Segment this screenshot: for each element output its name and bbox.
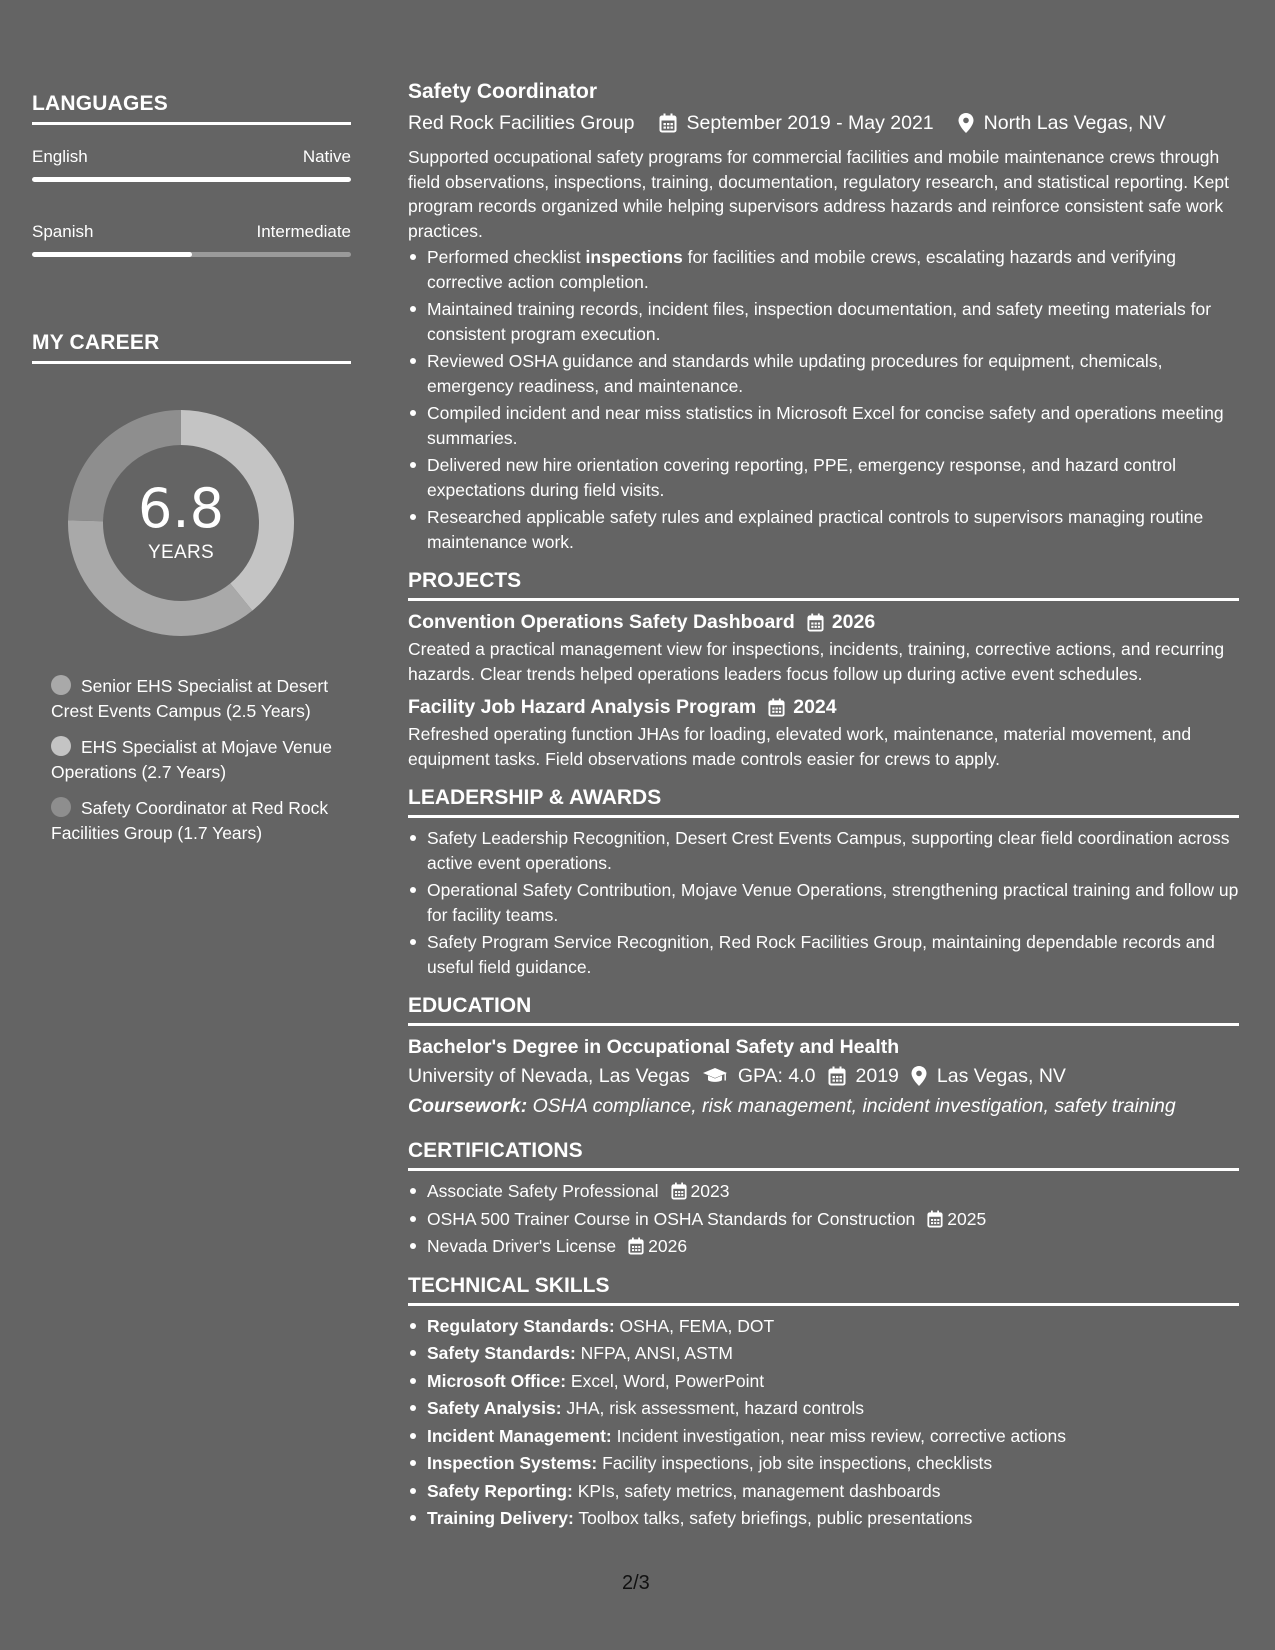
career-role-text: EHS Specialist at Mojave Venue Operations (2.7 Years): [51, 737, 332, 782]
skill-item: [408, 1479, 1239, 1504]
certification-name: OSHA 500 Trainer Course in OSHA Standards for Construction: [427, 1208, 916, 1229]
skills-list: [408, 1314, 1239, 1531]
skill-value: NFPA, ANSI, ASTM: [575, 1343, 734, 1363]
job-location: North Las Vegas, NV: [983, 112, 1166, 134]
career-legend: [32, 674, 351, 845]
language-name: Spanish: [32, 222, 94, 241]
career-role-text: Senior EHS Specialist at Desert Crest Events Campus (2.5 Years): [51, 676, 329, 721]
calendar-icon: [807, 613, 824, 632]
projects-section: [408, 568, 1239, 771]
leadership-list: [408, 826, 1239, 979]
certification-item: [408, 1234, 1239, 1259]
job-dates: September 2019 - May 2021: [686, 112, 934, 134]
job-bullet: Reviewed OSHA guidance and standards while updating procedures for equipment, chemicals, emergency readiness, and maintenance.: [408, 349, 1239, 398]
certification-year: 2026: [648, 1236, 688, 1256]
skill-label: Regulatory Standards:: [427, 1315, 615, 1336]
legend-swatch: [51, 797, 71, 817]
certification-name: Associate Safety Professional: [427, 1181, 659, 1201]
language-proficiency-bar: [32, 252, 351, 257]
skill-item: [408, 1396, 1239, 1421]
skill-label: Safety Standards:: [427, 1343, 576, 1363]
skill-item: [408, 1369, 1239, 1394]
education-section: [408, 993, 1239, 1120]
skill-value: KPIs, safety metrics, management dashboards: [572, 1480, 941, 1501]
skill-item: [408, 1506, 1239, 1531]
language-spanish: [32, 222, 351, 257]
career-role-text: Safety Coordinator at Red Rock Facilities Group (1.7 Years): [51, 798, 329, 843]
certifications-list: [408, 1179, 1239, 1259]
skill-value: JHA, risk assessment, hazard controls: [561, 1398, 865, 1418]
coursework-label: Coursework:: [408, 1095, 528, 1117]
skill-item: [408, 1341, 1239, 1366]
skill-value: Facility inspections, job site inspections, checklists: [597, 1453, 993, 1473]
career-heading: MY CAREER: [32, 331, 351, 364]
project-year: 2026: [831, 611, 876, 633]
highlight-text: inspections: [585, 247, 683, 267]
gpa: GPA: 4.0: [737, 1065, 816, 1087]
certification-item: [408, 1207, 1239, 1232]
calendar-icon: [671, 1182, 687, 1200]
job-meta: [408, 109, 1239, 137]
job-bullets: [408, 245, 1239, 554]
location-pin-icon: [911, 1066, 927, 1086]
project-title: Facility Job Hazard Analysis Program: [408, 696, 757, 718]
languages-heading: LANGUAGES: [32, 92, 351, 125]
main-content: [408, 78, 1239, 1534]
leadership-heading: LEADERSHIP & AWARDS: [408, 785, 1239, 818]
graduation-year: 2019: [855, 1065, 899, 1087]
skill-item: [408, 1451, 1239, 1476]
leadership-section: [408, 785, 1239, 979]
language-level: Native: [302, 147, 351, 166]
job-company: Red Rock Facilities Group: [408, 112, 635, 134]
job-bullet: Performed checklist inspections for facilities and mobile crews, escalating hazards and verifying corrective action completion.: [408, 245, 1239, 294]
award-item: Safety Program Service Recognition, Red Rock Facilities Group, maintaining dependable records and useful field guidance.: [408, 930, 1239, 979]
skill-label: Incident Management:: [427, 1425, 612, 1446]
job-bullet: Delivered new hire orientation covering reporting, PPE, emergency response, and hazard control expectations during field visits.: [408, 453, 1239, 502]
graduation-cap-icon: [702, 1067, 728, 1085]
school-location: Las Vegas, NV: [936, 1065, 1066, 1087]
job-summary: Supported occupational safety programs for commercial facilities and mobile maintenance crews through field observations, inspections, training, documentation, regulatory research, and statistical reporting. Kept program records organized while helping supervisors address hazards and reinforce consistent safe work practices.: [408, 147, 1230, 241]
certification-item: [408, 1179, 1239, 1204]
career-legend-item: [51, 796, 351, 845]
degree-title: Bachelor's Degree in Occupational Safety and Health: [408, 1036, 900, 1058]
award-item: Operational Safety Contribution, Mojave Venue Operations, strengthening practical training and follow up for facility teams.: [408, 878, 1239, 927]
skill-label: Inspection Systems:: [427, 1453, 598, 1473]
projects-heading: PROJECTS: [408, 568, 1239, 601]
legend-swatch: [51, 736, 71, 756]
job-title: Safety Coordinator: [408, 80, 598, 103]
project-title: Convention Operations Safety Dashboard: [408, 611, 795, 633]
skills-heading: TECHNICAL SKILLS: [408, 1273, 1239, 1306]
certifications-heading: CERTIFICATIONS: [408, 1138, 1239, 1171]
skill-label: Safety Reporting:: [427, 1480, 573, 1501]
skill-label: Safety Analysis:: [427, 1398, 562, 1418]
education-heading: EDUCATION: [408, 993, 1239, 1026]
language-proficiency-bar: [32, 177, 351, 182]
coursework-list: OSHA compliance, risk management, incident investigation, safety training: [527, 1095, 1176, 1117]
language-proficiency-fill: [32, 252, 192, 257]
language-name: English: [32, 147, 88, 166]
skill-value: OSHA, FEMA, DOT: [614, 1315, 775, 1336]
skill-value: Excel, Word, PowerPoint: [566, 1370, 765, 1391]
calendar-icon: [628, 1237, 644, 1255]
certification-year: 2025: [947, 1208, 987, 1229]
certification-name: Nevada Driver's License: [427, 1236, 617, 1256]
career-legend-item: [51, 674, 351, 723]
sidebar: [32, 92, 351, 857]
skill-item: [408, 1424, 1239, 1449]
experience-entry: [408, 78, 1239, 554]
project-entry: [408, 694, 1239, 771]
project-entry: [408, 609, 1239, 686]
education-meta: [408, 1062, 1239, 1090]
page-number: 2/3: [622, 1572, 650, 1594]
career-total-years: 6.8: [138, 477, 224, 540]
career-donut-chart: [66, 408, 296, 638]
career-years-unit: YEARS: [148, 542, 214, 563]
project-year: 2024: [793, 696, 837, 718]
calendar-icon: [659, 113, 677, 133]
location-pin-icon: [958, 113, 974, 133]
project-description: Created a practical management view for inspections, incidents, training, corrective actions, and recurring hazards. Clear trends helped operations leaders focus follow up during active event schedules.: [408, 639, 1225, 684]
legend-swatch: [51, 675, 71, 695]
calendar-icon: [768, 698, 785, 717]
career-legend-item: [51, 735, 351, 784]
skill-label: Training Delivery:: [427, 1508, 574, 1528]
skill-item: [408, 1314, 1239, 1339]
skill-value: Incident investigation, near miss review, corrective actions: [611, 1425, 1066, 1446]
award-item: Safety Leadership Recognition, Desert Crest Events Campus, supporting clear field coordination across active event operations.: [408, 826, 1239, 875]
calendar-icon: [927, 1210, 943, 1228]
skill-value: Toolbox talks, safety briefings, public presentations: [573, 1508, 973, 1528]
language-proficiency-fill: [32, 177, 351, 182]
project-description: Refreshed operating function JHAs for loading, elevated work, maintenance, material movement, and equipment tasks. Field observations made controls easier for crews to apply.: [408, 724, 1192, 769]
school-name: University of Nevada, Las Vegas: [408, 1065, 690, 1087]
language-level: Intermediate: [256, 222, 351, 241]
job-bullet: Compiled incident and near miss statistics in Microsoft Excel for concise safety and operations meeting summaries.: [408, 401, 1239, 450]
calendar-icon: [828, 1066, 846, 1086]
skill-label: Microsoft Office:: [427, 1370, 567, 1391]
job-bullet: Maintained training records, incident files, inspection documentation, and safety meeting materials for consistent program execution.: [408, 297, 1239, 346]
job-bullet: Researched applicable safety rules and explained practical controls to supervisors managing routine maintenance work.: [408, 505, 1239, 554]
coursework: [408, 1092, 1239, 1120]
skills-section: [408, 1273, 1239, 1531]
certifications-section: [408, 1138, 1239, 1259]
certification-year: 2023: [690, 1181, 730, 1201]
language-english: [32, 147, 351, 182]
